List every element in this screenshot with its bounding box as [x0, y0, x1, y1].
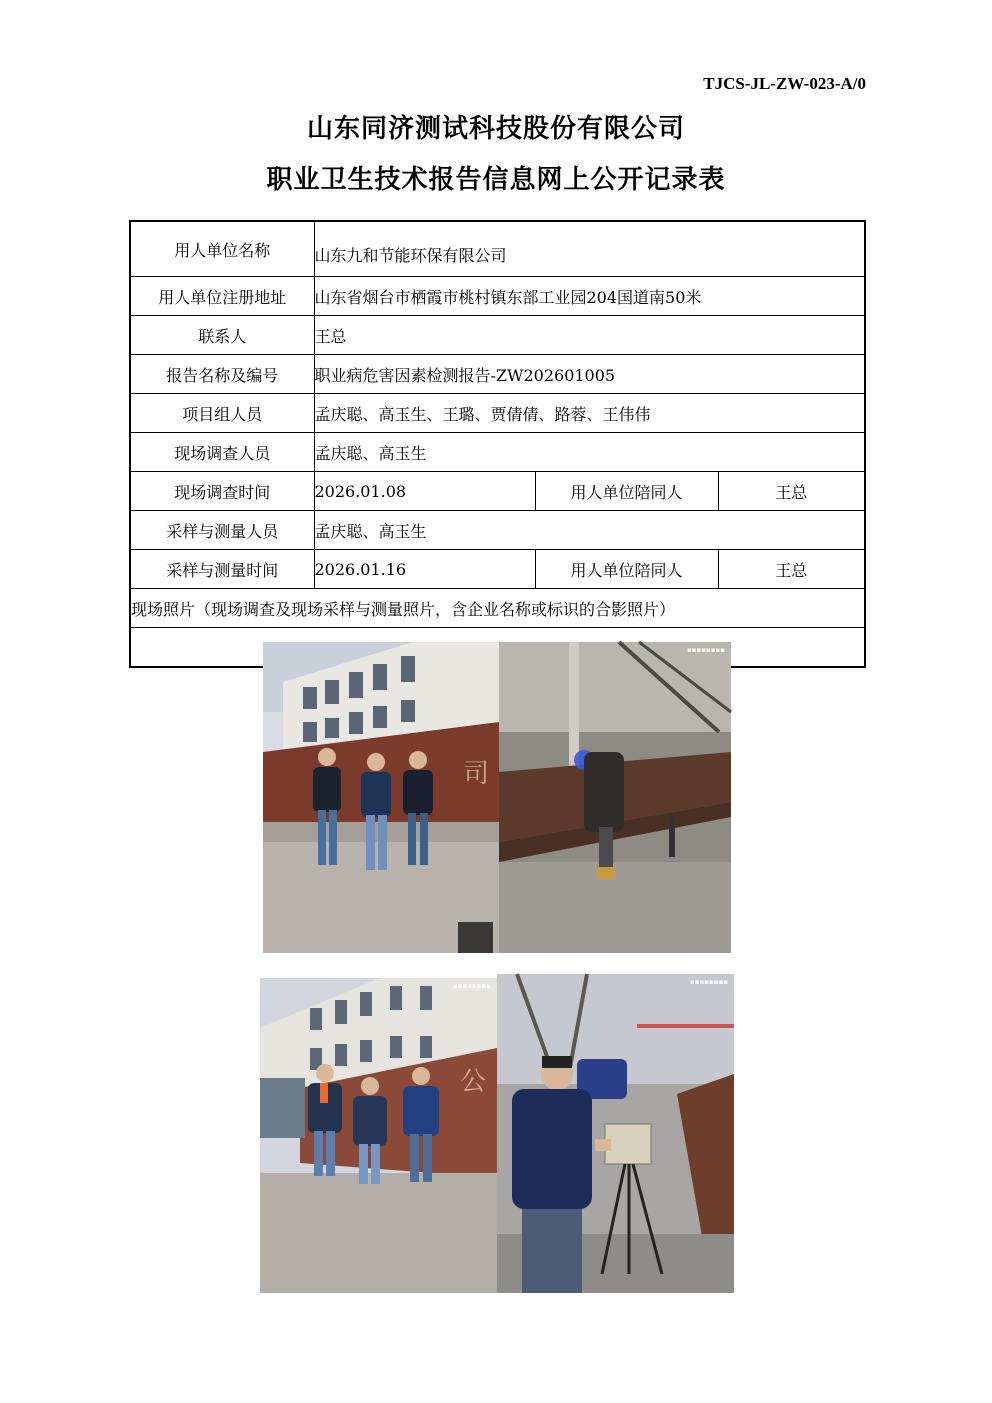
- survey-staff-value: 孟庆聪、高玉生: [314, 433, 865, 472]
- row-survey-time: [130, 472, 865, 511]
- unit-name-label: 用人单位名称: [130, 221, 314, 277]
- row-sampling-staff: [130, 511, 865, 550]
- row-sampling-time: [130, 550, 865, 589]
- unit-address-value: 山东省烟台市栖霞市桃村镇东部工业园204国道南50米: [314, 277, 865, 316]
- unit-name-value: 山东九和节能环保有限公司: [314, 221, 865, 277]
- team-value: 孟庆聪、高玉生、王璐、贾倩倩、路蓉、王伟伟: [314, 394, 865, 433]
- sign-character: 司: [463, 759, 490, 789]
- survey-staff-label: 现场调查人员: [130, 433, 314, 472]
- form-title: 职业卫生技术报告信息网上公开记录表: [266, 165, 726, 195]
- team-label: 项目组人员: [130, 394, 314, 433]
- sampling-time-label: 采样与测量时间: [130, 550, 314, 589]
- sampling-staff-label: 采样与测量人员: [130, 511, 314, 550]
- survey-time-label: 现场调查时间: [130, 472, 314, 511]
- survey-time-value: 2026.01.08: [314, 472, 535, 511]
- photo-watermark: ▪▪▪▪▪▪▪▪: [453, 982, 491, 990]
- contact-label: 联系人: [130, 316, 314, 355]
- document-code: TJCS-JL-ZW-023-A/0: [703, 74, 866, 93]
- row-report: [130, 355, 865, 394]
- survey-companion-value: 王总: [718, 472, 865, 511]
- sampling-time-value: 2026.01.16: [314, 550, 535, 589]
- survey-companion-label: 用人单位陪同人: [535, 472, 718, 511]
- welding-workshop-photo: [499, 642, 731, 953]
- unit-address-label: 用人单位注册地址: [130, 277, 314, 316]
- row-photos: [130, 628, 865, 668]
- row-contact: [130, 316, 865, 355]
- group-photo-sampling: [260, 978, 497, 1293]
- sampling-companion-label: 用人单位陪同人: [535, 550, 718, 589]
- row-unit-name: [130, 221, 865, 277]
- photo-caption: 现场照片（现场调查及现场采样与测量照片，含企业名称或标识的合影照片）: [130, 589, 865, 628]
- company-title: 山东同济测试科技股份有限公司: [306, 114, 685, 144]
- sign-character: 公: [460, 1067, 487, 1097]
- row-team: [130, 394, 865, 433]
- row-photo-caption: [130, 589, 865, 628]
- group-photo-survey: [263, 642, 499, 953]
- contact-value: 王总: [314, 316, 865, 355]
- report-value: 职业病危害因素检测报告-ZW202601005: [314, 355, 865, 394]
- photo-watermark: ▪▪▪▪▪▪▪▪: [687, 646, 725, 654]
- sampling-instrument-photo: [497, 974, 734, 1293]
- record-table: [129, 220, 866, 1097]
- row-survey-staff: [130, 433, 865, 472]
- sampling-companion-value: 王总: [718, 550, 865, 589]
- report-label: 报告名称及编号: [130, 355, 314, 394]
- photo-watermark: ▪▪▪▪▪▪▪▪: [690, 978, 728, 986]
- row-unit-address: [130, 277, 865, 316]
- photo-area: [130, 628, 865, 1097]
- sampling-staff-value: 孟庆聪、高玉生: [314, 511, 865, 550]
